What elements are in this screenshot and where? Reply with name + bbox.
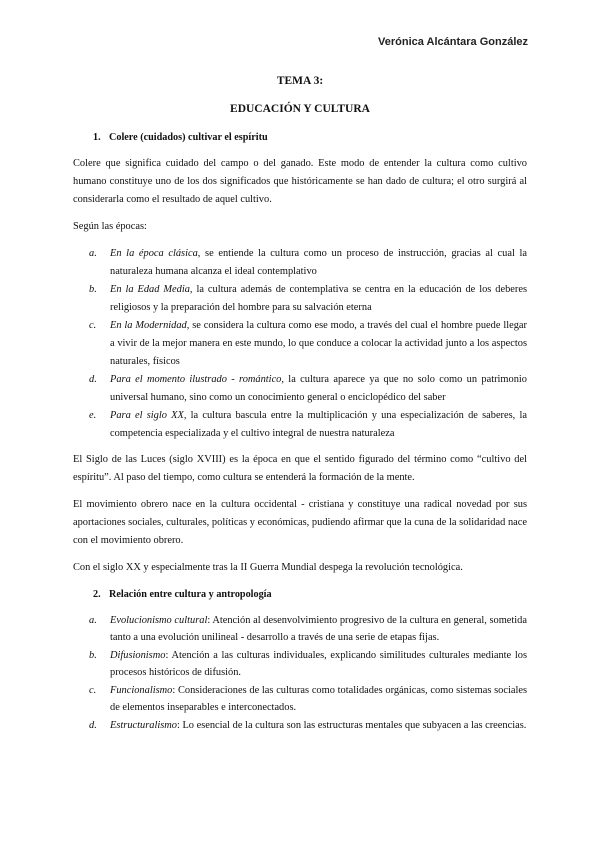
list-item-body: , la cultura bascula entre la multiplicación y una especialización de saberes, la competencia especializada y el cultivo integral de nuestra naturaleza: [110, 410, 527, 439]
list-item-text: [110, 371, 527, 407]
list-item-body: , la cultura aparece ya que no solo como un patrimonio universal humano, sino como un conocimiento general o enciclopédico del saber: [110, 374, 527, 403]
list-marker: b.: [89, 284, 97, 295]
list-item: [73, 371, 527, 407]
list-item-emphasis: En la Modernidad: [110, 320, 187, 331]
list-item: [73, 612, 527, 646]
section-1-number: 1.: [93, 132, 101, 143]
list-item-text: [110, 245, 527, 281]
list-item: [73, 647, 527, 681]
intro-paragraph: Colere que significa cuidado del campo o del ganado. Este modo de entender la cultura como cultivo humano constituye uno de los dos significados que históricamente se han dado de cultura; el otro surgirá al considerarla como el resultado de aquel cultivo.: [73, 158, 527, 205]
list-item-body: : Consideraciones de las culturas como totalidades orgánicas, como sistemas sociales de elementos inseparables e interconectados.: [110, 685, 527, 713]
list-item-emphasis: Evolucionismo cultural: [110, 615, 208, 626]
list-item-text: [110, 612, 527, 646]
anthropology-list: [73, 612, 527, 735]
list-item-body: : Atención al desenvolvimiento progresivo de la cultura en general, sometida tanto a una evolución unilineal - desarrollo a través de una serie de etapas fijas.: [110, 615, 527, 643]
list-item-text: [110, 281, 527, 317]
list-item-emphasis: En la Edad Media: [110, 284, 190, 295]
section-2-number: 2.: [93, 589, 101, 600]
list-item-text: [110, 647, 527, 681]
list-item-emphasis: Estructuralismo: [110, 720, 177, 731]
obrero-paragraph: El movimiento obrero nace en la cultura occidental - cristiana y constituye una radical novedad por sus aportaciones sociales, culturales, políticas y económicas, pudiendo afirmar que la cuna de la solidaridad nace con el movimiento obrero.: [73, 499, 527, 546]
author-name: Verónica Alcántara González: [378, 36, 528, 48]
document-title: EDUCACIÓN Y CULTURA: [230, 103, 370, 115]
list-marker: d.: [89, 720, 97, 731]
list-item-emphasis: Para el momento ilustrado - romántico: [110, 374, 282, 385]
section-2-title: Relación entre cultura y antropología: [109, 589, 272, 600]
luces-paragraph: El Siglo de las Luces (siglo XVIII) es la época en que el sentido figurado del término como “cultivo del espíritu”. Al paso del tiempo, como cultura se entenderá la formación de la mente.: [73, 454, 527, 483]
list-item: [73, 317, 527, 371]
section-1-heading: [93, 129, 527, 147]
list-marker: a.: [89, 615, 97, 626]
epochs-label: Según las épocas:: [73, 221, 147, 232]
section-1-title: Colere (cuidados) cultivar el espíritu: [109, 132, 268, 143]
list-item: [73, 682, 527, 716]
list-marker: b.: [89, 650, 97, 661]
list-item-emphasis: En la época clásica: [110, 248, 198, 259]
list-item-emphasis: Para el siglo XX: [110, 410, 184, 421]
siglo-xx-paragraph: Con el siglo XX y especialmente tras la II Guerra Mundial despega la revolución tecnológica.: [73, 562, 463, 573]
document-page: [73, 70, 527, 743]
list-item-body: , se considera la cultura como ese modo, a través del cual el hombre puede llegar a vivir de la mejor manera en este mundo, lo que conduce a colocar la actividad junto a los aspectos naturales, físicos: [110, 320, 527, 367]
section-2-heading: [93, 586, 527, 604]
list-item: [73, 281, 527, 317]
list-item-text: [110, 407, 527, 443]
list-marker: c.: [89, 320, 97, 331]
list-item: [73, 407, 527, 443]
list-item: [73, 245, 527, 281]
list-marker: c.: [89, 685, 97, 696]
list-item-text: [110, 717, 527, 735]
list-item-text: [110, 317, 527, 371]
list-item-body: , la cultura además de contemplativa se centra en la educación de los deberes religiosos y la preparación del hombre para su salvación eterna: [110, 284, 527, 313]
list-marker: d.: [89, 374, 97, 385]
topic-number: TEMA 3:: [276, 75, 324, 87]
list-marker: e.: [89, 410, 97, 421]
list-marker: a.: [89, 248, 97, 259]
list-item-body: , se entiende la cultura como un proceso de instrucción, gracias al cual la naturaleza humana alcanza el ideal contemplativo: [110, 248, 527, 277]
list-item-emphasis: Difusionismo: [110, 650, 166, 661]
list-item-body: : Lo esencial de la cultura son las estructuras mentales que subyacen a las creencias.: [176, 720, 527, 731]
list-item: [73, 717, 527, 735]
list-item-text: [110, 682, 527, 716]
list-item-body: : Atención a las culturas individuales, explicando similitudes culturales mediante los procesos históricos de difusión.: [110, 650, 527, 678]
epochs-list: [73, 245, 527, 443]
list-item-emphasis: Funcionalismo: [110, 685, 173, 696]
